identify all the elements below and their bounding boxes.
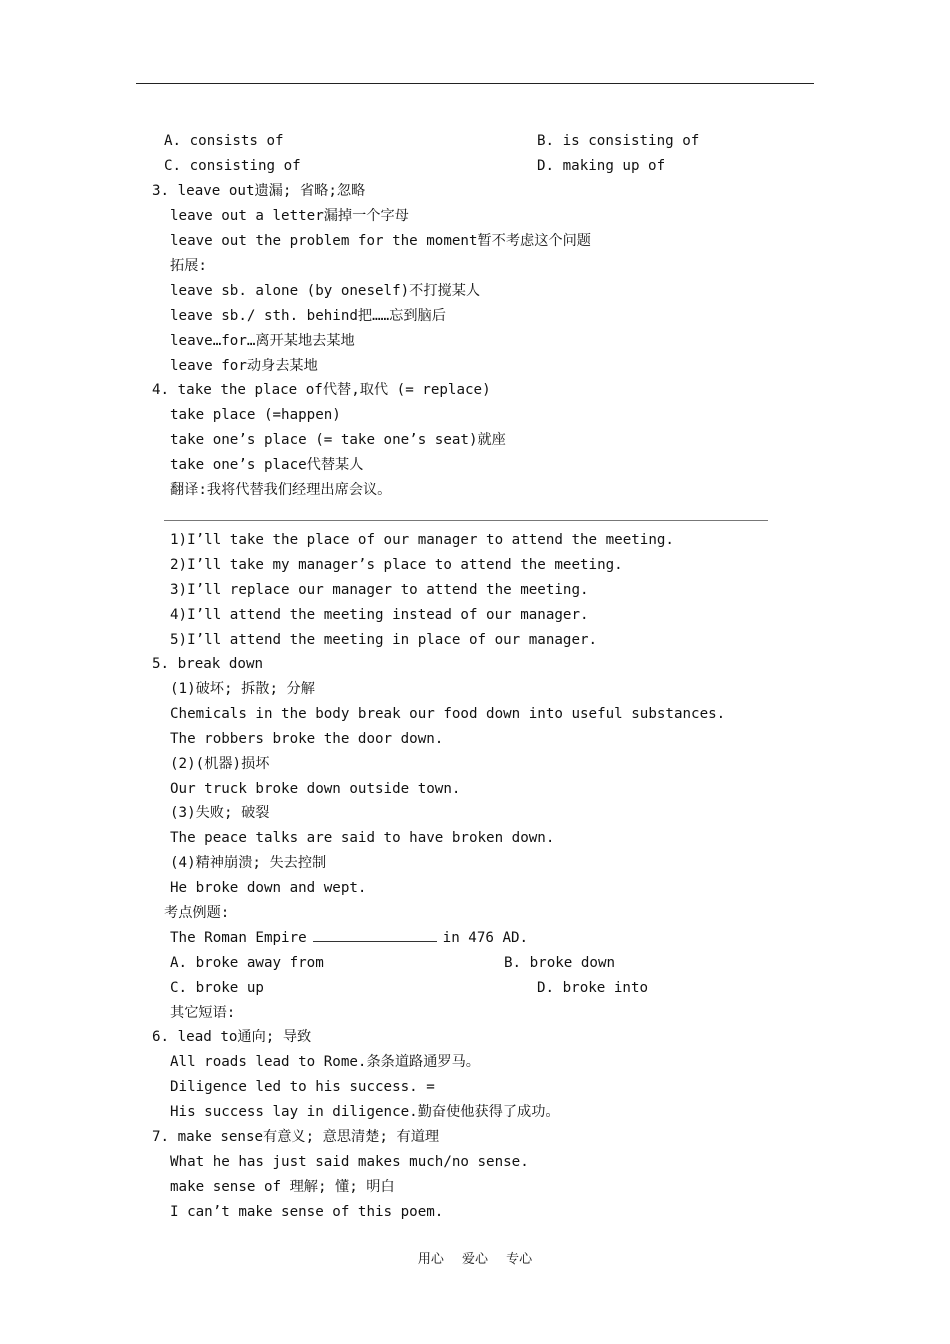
item-heading: 6. lead to通向; 导致	[152, 1029, 312, 1045]
answer-blank	[313, 929, 437, 942]
answer-line: 1)I’ll take the place of our manager to attend the meeting.	[170, 532, 674, 548]
item-heading: 4. take the place of代替,取代 (= replace)	[152, 382, 491, 398]
example-line: His success lay in diligence.勤奋使他获得了成功。	[170, 1104, 560, 1120]
example-line: The robbers broke the door down.	[170, 731, 444, 747]
question-line	[170, 928, 528, 948]
option-a: A. consists of	[164, 133, 284, 149]
example-line: leave…for…离开某地去某地	[170, 333, 355, 349]
sense-label: (3)失败; 破裂	[170, 805, 270, 821]
answer-line: 5)I’ll attend the meeting in place of our manager.	[170, 632, 598, 648]
question-text-pre: The Roman Empire	[170, 930, 307, 946]
expand-label: 拓展:	[170, 258, 207, 274]
example-line: What he has just said makes much/no sense.	[170, 1154, 529, 1170]
example-line: He broke down and wept.	[170, 880, 367, 896]
example-line: take one’s place (= take one’s seat)就座	[170, 432, 506, 448]
example-line: leave out a letter漏掉一个字母	[170, 208, 409, 224]
header-rule	[136, 83, 814, 84]
example-line: The peace talks are said to have broken down.	[170, 830, 555, 846]
example-line: Our truck broke down outside town.	[170, 781, 461, 797]
option-b: B. broke down	[504, 955, 616, 971]
item-heading: 7. make sense有意义; 意思清楚; 有道理	[152, 1129, 440, 1145]
option-c: C. consisting of	[164, 158, 301, 174]
option-d: D. making up of	[537, 158, 666, 174]
example-line: take place (=happen)	[170, 407, 341, 423]
answer-line: 2)I’ll take my manager’s place to attend the meeting.	[170, 557, 623, 573]
example-line: make sense of 理解; 懂; 明白	[170, 1179, 395, 1195]
translate-prompt: 翻译:我将代替我们经理出席会议。	[170, 482, 392, 498]
question-text-post: in 476 AD.	[442, 930, 529, 946]
option-b: B. is consisting of	[537, 133, 700, 149]
page-footer: 用心 爱心 专心	[417, 1252, 533, 1267]
example-line: leave sb. alone (by oneself)不打搅某人	[170, 283, 481, 299]
option-a: A. broke away from	[170, 955, 324, 971]
sense-label: (1)破坏; 拆散; 分解	[170, 681, 315, 697]
example-line: I can’t make sense of this poem.	[170, 1204, 444, 1220]
answer-blank-line	[164, 520, 768, 521]
example-line: leave for动身去某地	[170, 358, 318, 374]
example-line: Chemicals in the body break our food down into useful substances.	[170, 706, 726, 722]
other-phrases-label: 其它短语:	[170, 1005, 236, 1021]
answer-line: 3)I’ll replace our manager to attend the meeting.	[170, 582, 589, 598]
item-heading: 5. break down	[152, 656, 264, 672]
option-c: C. broke up	[170, 980, 264, 996]
item-heading: 3. leave out遗漏; 省略;忽略	[152, 183, 366, 199]
example-line: take one’s place代替某人	[170, 457, 364, 473]
sense-label: (2)(机器)损坏	[170, 756, 270, 772]
example-line: leave out the problem for the moment暂不考虑这个问题	[170, 233, 591, 249]
example-line: All roads lead to Rome.条条道路通罗马。	[170, 1054, 480, 1070]
sense-label: (4)精神崩溃; 失去控制	[170, 855, 327, 871]
example-line: leave sb./ sth. behind把……忘到脑后	[170, 308, 446, 324]
example-label: 考点例题:	[164, 905, 230, 921]
option-d: D. broke into	[537, 980, 649, 996]
example-line: Diligence led to his success. =	[170, 1079, 435, 1095]
answer-line: 4)I’ll attend the meeting instead of our manager.	[170, 607, 589, 623]
